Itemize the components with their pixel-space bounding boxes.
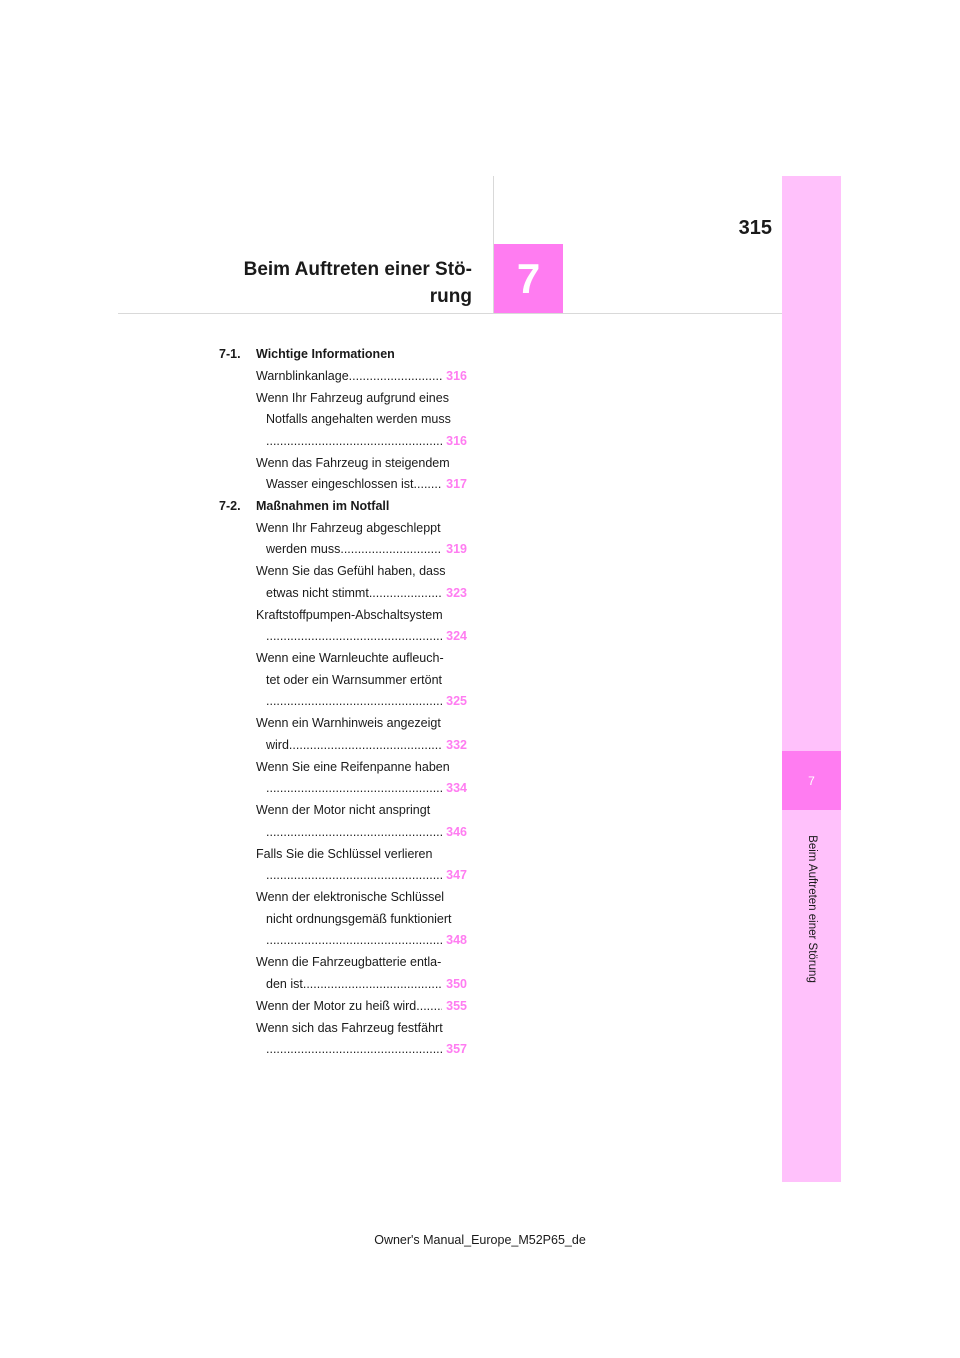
toc-dot-leader xyxy=(303,974,442,996)
toc-section-title: Maßnahmen im Notfall xyxy=(256,499,390,513)
toc-entry-leader-line xyxy=(256,583,467,605)
toc-dot-leader xyxy=(266,822,442,844)
toc-entry-line: Wenn Ihr Fahrzeug abgeschleppt xyxy=(256,520,441,535)
toc-section-heading xyxy=(219,496,467,518)
toc-dot-leader xyxy=(266,431,442,453)
toc-entry-line: Wenn der elektronische Schlüssel xyxy=(256,890,445,904)
toc-dot-leader xyxy=(349,366,442,388)
toc-entry-text: den ist xyxy=(266,976,303,991)
toc-entry-line: Falls Sie die Schlüssel verlieren xyxy=(256,846,433,861)
toc-entry-leader-line xyxy=(256,778,467,800)
toc-dot-leader xyxy=(340,539,442,561)
toc-entry-line: Wenn Ihr Fahrzeug aufgrund eines xyxy=(256,390,449,405)
header-divider-horizontal xyxy=(118,313,782,314)
side-tab-label: Beim Auftreten einer Störung xyxy=(805,835,818,983)
toc-page-link[interactable]: 334 xyxy=(446,781,467,795)
toc-entry-line: Wenn sich das Fahrzeug festfährt xyxy=(256,1020,443,1035)
toc-entry-leader-line xyxy=(256,735,467,757)
toc-dot-leader xyxy=(266,1039,442,1061)
toc-entry-leader-line xyxy=(256,822,467,844)
toc-entry[interactable] xyxy=(256,648,467,713)
toc-entry-leader-line xyxy=(256,930,467,952)
toc-dot-leader xyxy=(416,996,442,1018)
toc-entry[interactable] xyxy=(256,366,467,388)
toc-section-number: 7-2. xyxy=(219,499,241,513)
chapter-title-line-1: Beim Auftreten einer Stö- xyxy=(243,259,472,280)
toc-entry[interactable] xyxy=(256,453,467,496)
side-tab-number: 7 xyxy=(808,773,815,788)
toc-dot-leader xyxy=(369,583,442,605)
toc-entry-leader-line xyxy=(256,996,467,1018)
toc-section-heading xyxy=(219,344,467,366)
toc-entry-leader-line xyxy=(256,626,467,648)
toc-entry[interactable] xyxy=(256,887,467,952)
toc-page-link[interactable]: 319 xyxy=(446,542,467,556)
toc-entry-leader-line xyxy=(256,431,467,453)
toc-page-link[interactable]: 316 xyxy=(446,433,467,448)
toc-section-number: 7-1. xyxy=(219,347,241,361)
toc-entry-line: Wenn Sie das Gefühl haben, dass xyxy=(256,564,446,578)
toc-entry-leader-line xyxy=(256,539,467,561)
chapter-title xyxy=(172,256,472,310)
toc-page-link[interactable]: 348 xyxy=(446,933,467,947)
chapter-number-box xyxy=(494,244,563,313)
toc-entry-text: Wenn der Motor zu heiß wird xyxy=(256,998,417,1013)
toc-entry-line: Notfalls angehalten werden muss xyxy=(266,412,451,426)
toc-entry-leader-line xyxy=(256,366,467,388)
toc-page-link[interactable]: 323 xyxy=(446,585,467,600)
toc-page-link[interactable]: 355 xyxy=(446,998,467,1013)
chapter-title-line-2: rung xyxy=(429,286,472,307)
toc-entry[interactable] xyxy=(256,996,467,1018)
toc-entry-leader-line xyxy=(256,974,467,996)
toc-entry[interactable] xyxy=(256,952,467,995)
toc-page-link[interactable]: 347 xyxy=(446,868,467,882)
toc-entry-line: tet oder ein Warnsummer ertönt xyxy=(266,672,442,687)
toc-entry[interactable] xyxy=(256,388,467,453)
toc-entry-leader-line xyxy=(256,1039,467,1061)
toc-entry-line: nicht ordnungsgemäß funktioniert xyxy=(266,911,452,926)
toc-entry-leader-line xyxy=(256,474,467,496)
toc-entry-text: Wasser eingeschlossen ist xyxy=(266,477,414,491)
toc-entry-line: Wenn eine Warnleuchte aufleuch- xyxy=(256,651,444,665)
toc-dot-leader xyxy=(266,626,442,648)
toc-entry[interactable] xyxy=(256,518,467,561)
toc-entry[interactable] xyxy=(256,757,467,800)
side-tab-number-box xyxy=(782,751,841,810)
toc-page-link[interactable]: 316 xyxy=(446,368,467,383)
toc-entry-line: Wenn Sie eine Reifenpanne haben xyxy=(256,759,450,774)
toc-entry[interactable] xyxy=(256,561,467,604)
toc-entry-text: Warnblinkanlage xyxy=(256,368,349,383)
toc-entry[interactable] xyxy=(256,605,467,648)
toc-entry[interactable] xyxy=(256,844,467,887)
toc-dot-leader xyxy=(266,778,442,800)
toc-entry-line: Wenn ein Warnhinweis angezeigt xyxy=(256,716,441,730)
toc-page-link[interactable]: 332 xyxy=(446,737,467,752)
toc-page-link[interactable]: 346 xyxy=(446,824,467,839)
toc-entry-line: Wenn das Fahrzeug in steigendem xyxy=(256,455,450,470)
toc-dot-leader xyxy=(266,865,442,887)
toc-entry-text: wird xyxy=(266,737,289,752)
toc-page-link[interactable]: 324 xyxy=(446,629,467,643)
toc-dot-leader xyxy=(414,474,443,496)
toc-entry-leader-line xyxy=(256,865,467,887)
side-tab xyxy=(782,176,841,1182)
toc-entry-text: werden muss xyxy=(266,542,341,556)
toc-page-link[interactable]: 350 xyxy=(446,976,467,991)
toc-entry-line: Wenn die Fahrzeugbatterie entla- xyxy=(256,955,442,969)
toc-entry[interactable] xyxy=(256,1018,467,1061)
toc-entry[interactable] xyxy=(256,800,467,843)
toc-entry-line: Kraftstoffpumpen-Abschaltsystem xyxy=(256,607,443,622)
toc-page-link[interactable]: 357 xyxy=(446,1042,467,1056)
page-number: 315 xyxy=(738,217,772,239)
toc-dot-leader xyxy=(266,930,442,952)
toc-dot-leader xyxy=(289,735,442,757)
toc-dot-leader xyxy=(266,691,442,713)
toc-entry-line: Wenn der Motor nicht anspringt xyxy=(256,803,431,817)
toc-section-title: Wichtige Informationen xyxy=(256,347,395,361)
side-tab-label-wrap xyxy=(782,818,841,1000)
chapter-number: 7 xyxy=(516,254,541,302)
table-of-contents xyxy=(219,344,467,1061)
toc-entry-text: etwas nicht stimmt xyxy=(266,585,369,600)
toc-entry[interactable] xyxy=(256,713,467,756)
toc-entry-leader-line xyxy=(256,691,467,713)
toc-page-link[interactable]: 317 xyxy=(446,477,467,491)
toc-page-link[interactable]: 325 xyxy=(446,694,467,708)
footer-manual-id: Owner's Manual_Europe_M52P65_de xyxy=(374,1233,586,1247)
